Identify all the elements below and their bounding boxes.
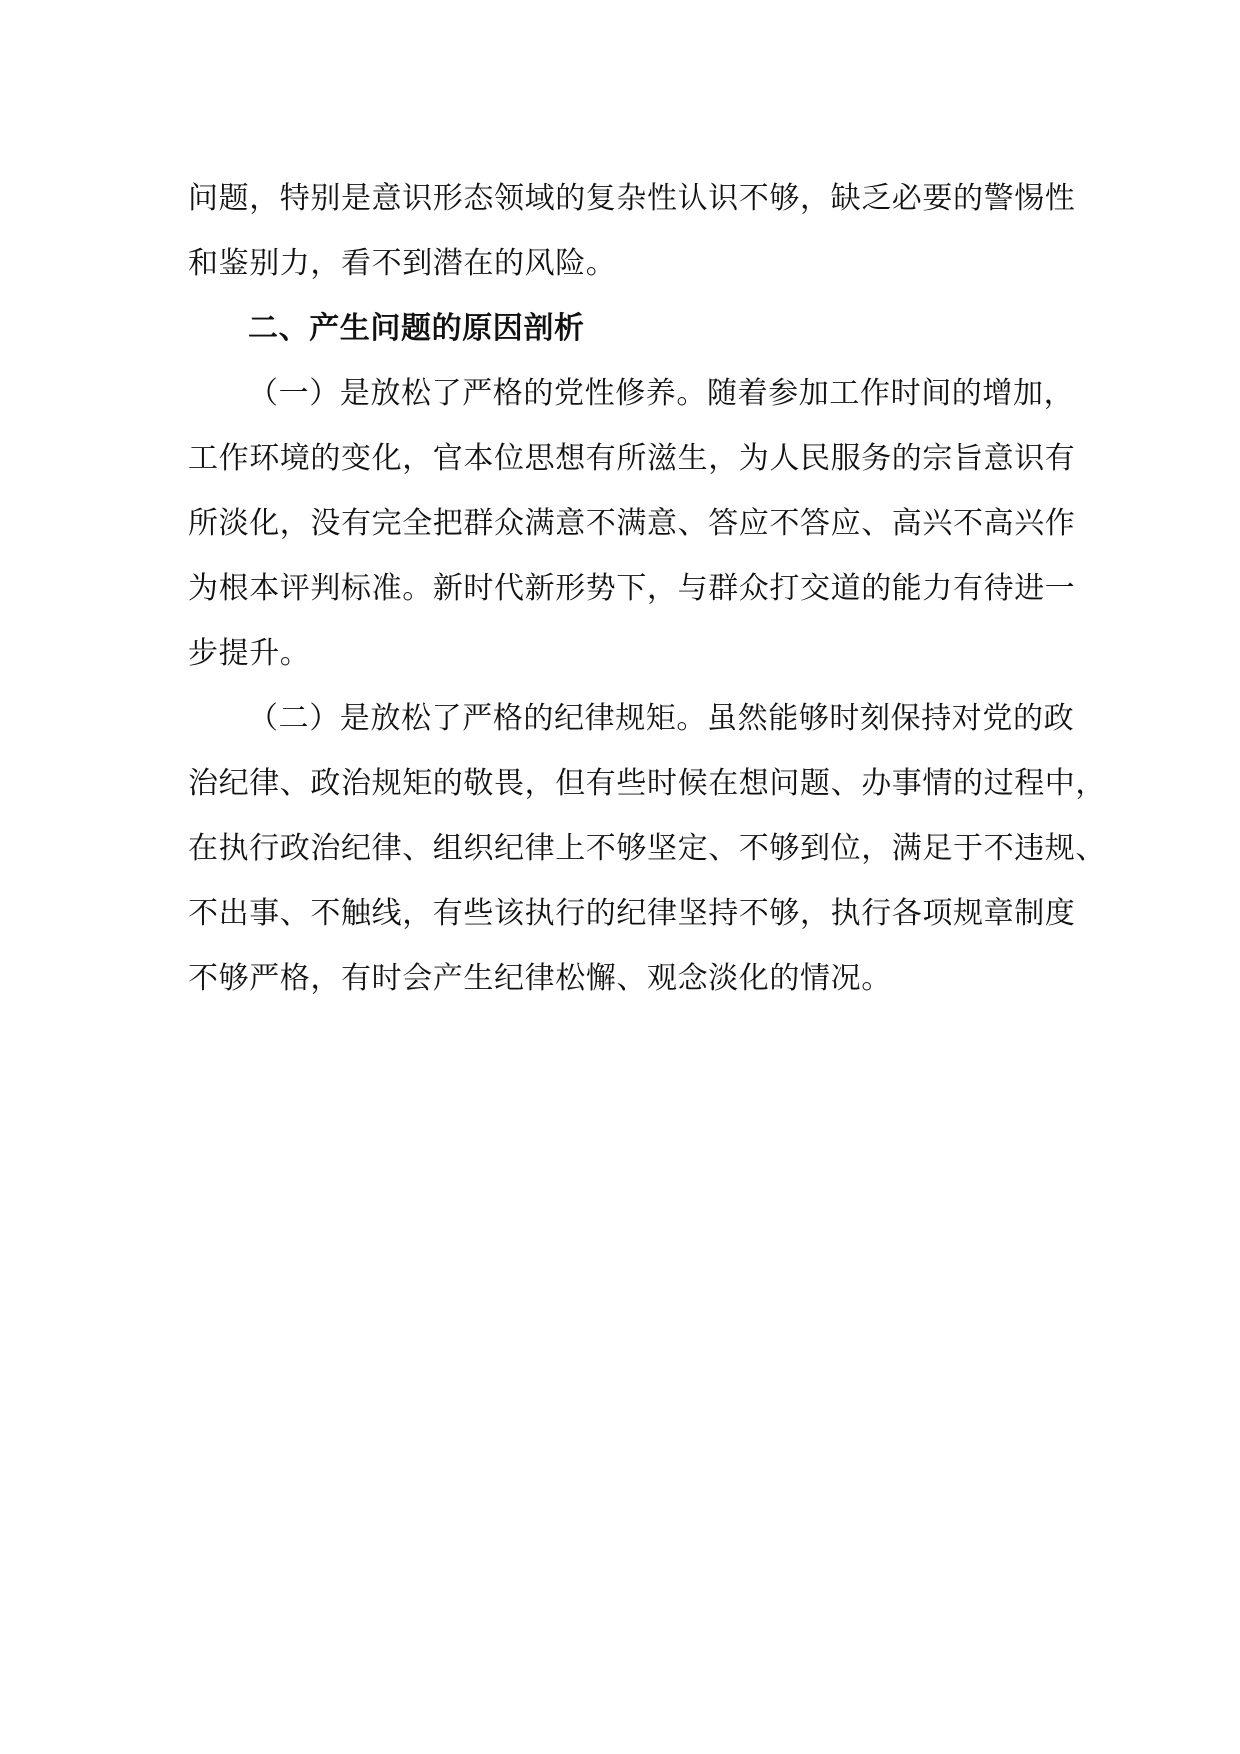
text-line: （一）是放松了严格的党性修养。随着参加工作时间的增加， [248, 376, 1075, 411]
text-line: 工作环境的变化，官本位思想有所滋生，为人民服务的宗旨意识有 [188, 441, 1076, 476]
paragraph-2 [188, 686, 1106, 1011]
document-body [188, 166, 1106, 1011]
text-line: 不够严格，有时会产生纪律松懈、观念淡化的情况。 [188, 961, 892, 996]
text-line: 治纪律、政治规矩的敬畏，但有些时候在想问题、办事情的过程中， [188, 766, 1106, 801]
text-line: 所淡化，没有完全把群众满意不满意、答应不答应、高兴不高兴作 [188, 506, 1076, 541]
continuation-paragraph [188, 166, 1088, 296]
text-line: 为根本评判标准。新时代新形势下，与群众打交道的能力有待进一 [188, 571, 1076, 606]
text-line: 问题，特别是意识形态领域的复杂性认识不够，缺乏必要的警惕性 [188, 181, 1076, 216]
text-line: 和鉴别力，看不到潜在的风险。 [188, 246, 617, 281]
text-line: 在执行政治纪律、组织纪律上不够坚定、不够到位，满足于不违规、 [188, 831, 1106, 866]
paragraph-1 [188, 361, 1088, 686]
text-line: 步提升。 [188, 636, 311, 671]
section-heading [188, 296, 1088, 361]
text-line: 不出事、不触线，有些该执行的纪律坚持不够，执行各项规章制度 [188, 896, 1076, 931]
text-line: （二）是放松了严格的纪律规矩。虽然能够时刻保持对党的政 [248, 701, 1075, 736]
section-heading-text: 二、产生问题的原因剖析 [248, 311, 585, 346]
